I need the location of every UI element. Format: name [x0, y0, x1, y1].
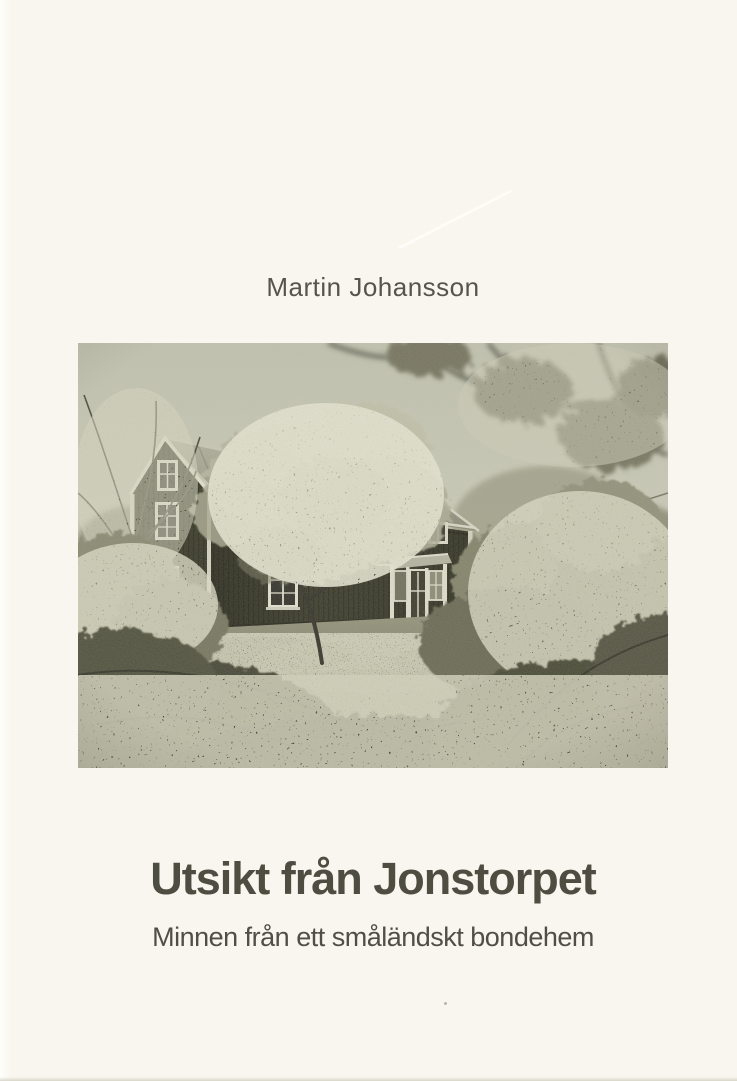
scan-scratch-artifact	[399, 190, 512, 249]
cover-photo	[78, 343, 668, 768]
photo-film-grain	[78, 343, 668, 768]
author-name: Martin Johansson	[266, 272, 480, 302]
cover-photo-illustration	[78, 343, 668, 768]
scan-bottom-edge	[0, 1077, 737, 1081]
scan-left-edge	[0, 0, 12, 1081]
book-title: Utsikt från Jonstorpet	[150, 853, 596, 904]
scan-speck-artifact	[444, 1002, 447, 1005]
book-subtitle: Minnen från ett småländskt bondehem	[152, 922, 594, 952]
